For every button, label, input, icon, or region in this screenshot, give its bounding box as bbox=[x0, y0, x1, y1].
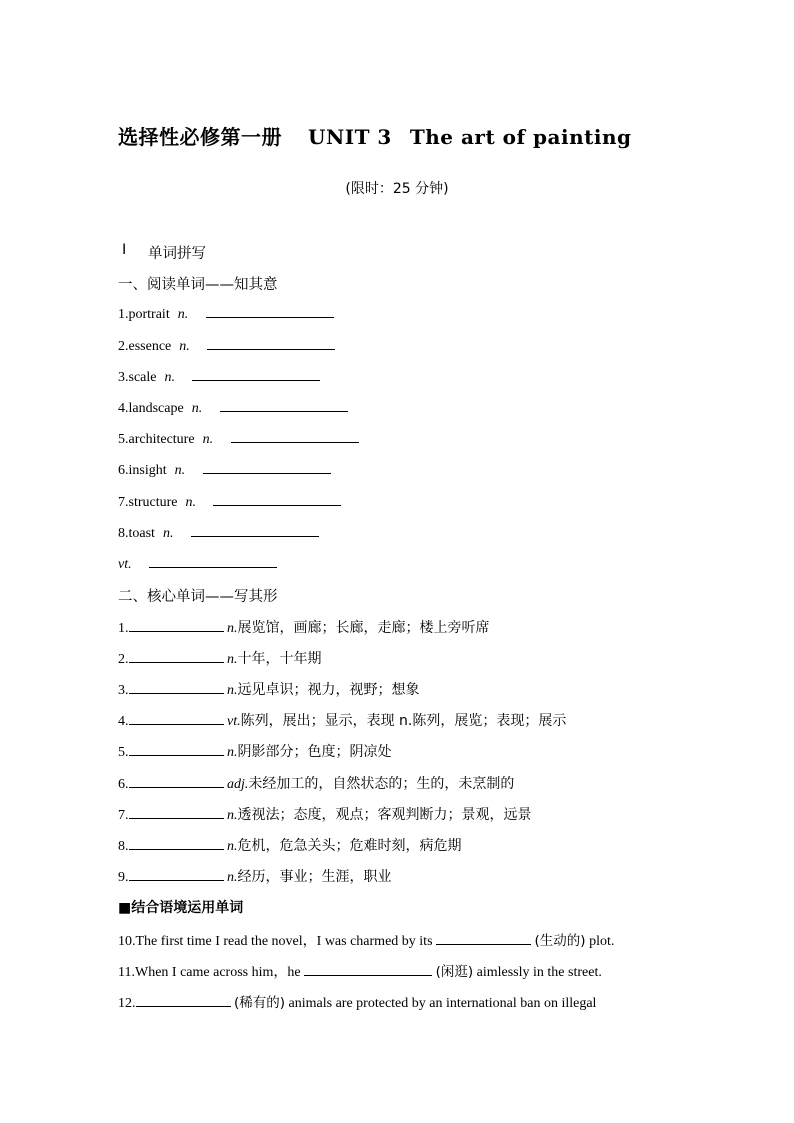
answer-blank[interactable] bbox=[213, 493, 341, 506]
vocab-word: architecture bbox=[128, 432, 195, 447]
write-item: 9. n.经历，事业；生涯，职业 bbox=[118, 869, 392, 885]
part-heading bbox=[122, 242, 206, 263]
answer-blank[interactable] bbox=[129, 681, 224, 694]
write-item: 4. vt.陈列，展出；显示，表现 n.陈列，展览；表现；展示 bbox=[118, 713, 567, 729]
sentence-item: 11.When I came across him，he (闲逛) aimlessly in the street. bbox=[118, 964, 602, 980]
answer-blank[interactable] bbox=[436, 932, 531, 945]
answer-blank[interactable] bbox=[129, 806, 224, 819]
vocab-word: structure bbox=[128, 495, 178, 510]
hint: (闲逛) bbox=[435, 964, 474, 980]
vocab-word: insight bbox=[128, 463, 167, 478]
vocab-item: 8.toast n. bbox=[118, 524, 319, 542]
sentence-item: 10.The first time I read the novel，I was charmed by its (生动的) plot. bbox=[118, 933, 615, 949]
vocab-word: toast bbox=[128, 526, 155, 541]
answer-blank[interactable] bbox=[191, 524, 319, 537]
write-item: 5. n.阴影部分；色度；阴凉处 bbox=[118, 744, 392, 760]
hint: (生动的) bbox=[534, 933, 586, 949]
vocab-item: 4.landscape n. bbox=[118, 399, 348, 417]
vocab-item: 1.portrait n. bbox=[118, 305, 334, 323]
vocab-word: essence bbox=[128, 339, 172, 354]
section-heading-write: 二、核心单词——写其形 bbox=[118, 589, 278, 605]
write-item: 2. n.十年，十年期 bbox=[118, 651, 322, 667]
answer-blank[interactable] bbox=[192, 368, 320, 381]
vocab-item: 6.insight n. bbox=[118, 461, 331, 479]
answer-blank[interactable] bbox=[129, 775, 224, 788]
answer-blank[interactable] bbox=[129, 650, 224, 663]
answer-blank[interactable] bbox=[129, 619, 224, 632]
unit-title: The art of painting bbox=[409, 125, 632, 149]
unit-label: UNIT 3 bbox=[308, 125, 392, 149]
vocab-item: 5.architecture n. bbox=[118, 430, 359, 448]
write-item: 6. adj.未经加工的，自然状态的；生的，未烹制的 bbox=[118, 776, 515, 792]
part-label: 单词拼写 bbox=[148, 246, 206, 262]
book-name: 选择性必修第一册 bbox=[118, 125, 282, 149]
vocab-word: landscape bbox=[128, 401, 184, 416]
answer-blank[interactable] bbox=[207, 337, 335, 350]
page-title bbox=[118, 121, 632, 150]
vocab-word: portrait bbox=[128, 307, 170, 322]
write-item: 8. n.危机，危急关头；危难时刻，病危期 bbox=[118, 838, 462, 854]
hint: (稀有的) bbox=[234, 995, 286, 1011]
part-roman-numeral: Ⅰ bbox=[122, 242, 127, 258]
write-item: 3. n.远见卓识；视力，视野；想象 bbox=[118, 682, 420, 698]
answer-blank[interactable] bbox=[136, 994, 231, 1007]
answer-blank[interactable] bbox=[149, 555, 277, 568]
answer-blank[interactable] bbox=[129, 712, 224, 725]
answer-blank[interactable] bbox=[129, 837, 224, 850]
vocab-word: scale bbox=[128, 370, 157, 385]
section-heading-read: 一、阅读单词——知其意 bbox=[118, 277, 278, 293]
answer-blank[interactable] bbox=[220, 399, 348, 412]
vocab-item: vt. bbox=[118, 555, 277, 573]
write-item: 1. n.展览馆，画廊；长廊，走廊；楼上旁听席 bbox=[118, 620, 490, 636]
answer-blank[interactable] bbox=[129, 743, 224, 756]
answer-blank[interactable] bbox=[129, 868, 224, 881]
sentence-item: 12. (稀有的) animals are protected by an international ban on illegal bbox=[118, 995, 597, 1011]
answer-blank[interactable] bbox=[231, 430, 359, 443]
answer-blank[interactable] bbox=[304, 963, 432, 976]
context-heading: ■结合语境运用单词 bbox=[118, 900, 244, 916]
write-item: 7. n.透视法；态度，观点；客观判断力；景观，远景 bbox=[118, 807, 532, 823]
time-limit: (限时：25 分钟) bbox=[345, 181, 449, 197]
vocab-item: 2.essence n. bbox=[118, 337, 335, 355]
vocab-item: 3.scale n. bbox=[118, 368, 320, 386]
vocab-item: 7.structure n. bbox=[118, 493, 341, 511]
answer-blank[interactable] bbox=[203, 461, 331, 474]
answer-blank[interactable] bbox=[206, 305, 334, 318]
